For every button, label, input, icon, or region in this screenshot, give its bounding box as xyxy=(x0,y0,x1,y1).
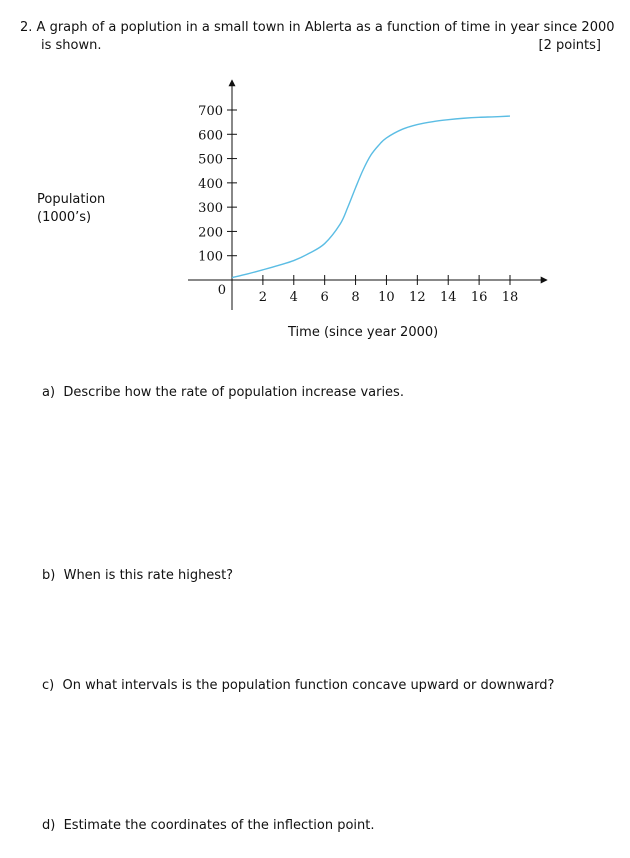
subquestion-c-text: On what intervals is the population function concave upward or downward? xyxy=(62,678,555,693)
x-axis-label: Time (since year 2000) xyxy=(288,325,439,340)
y-axis-label-line2: (1000’s) xyxy=(37,210,92,225)
x-tick-label: 12 xyxy=(409,290,426,305)
x-tick-label: 2 xyxy=(258,290,268,305)
x-tick-label: 16 xyxy=(470,290,488,305)
subquestion-d xyxy=(42,818,375,834)
y-ticks xyxy=(198,104,237,265)
y-tick-label: 700 xyxy=(198,104,223,119)
subquestion-b-text: When is this rate highest? xyxy=(63,568,234,583)
y-tick-label: 300 xyxy=(198,201,223,217)
population-curve xyxy=(232,116,510,278)
subquestion-d-label: d) xyxy=(42,818,56,833)
y-tick-label: 500 xyxy=(198,152,223,168)
question-number: 2. xyxy=(20,20,33,35)
subquestion-a-label: a) xyxy=(42,385,56,400)
subquestion-a-text: Describe how the rate of population increase varies. xyxy=(63,385,404,400)
y-axis-label-line1: Population xyxy=(37,192,106,207)
y-tick-label: 100 xyxy=(198,249,223,265)
question-points: [2 points] xyxy=(538,38,601,53)
question-text-line1: A graph of a poplution in a small town in Ablerta as a function of time in year since 2000 xyxy=(36,20,615,35)
subquestion-c-label: c) xyxy=(42,678,55,693)
origin-label: 0 xyxy=(217,283,226,298)
x-tick-label: 6 xyxy=(320,290,329,305)
subquestion-b-label: b) xyxy=(42,568,56,583)
y-tick-label: 600 xyxy=(198,128,223,144)
subquestion-c xyxy=(42,678,554,694)
question-text-line2: is shown. xyxy=(41,38,102,53)
x-tick-label: 8 xyxy=(351,290,360,305)
subquestion-b xyxy=(42,568,233,584)
x-tick-label: 14 xyxy=(439,290,457,305)
x-tick-label: 4 xyxy=(289,290,298,305)
subquestion-a xyxy=(42,385,404,401)
y-tick-label: 200 xyxy=(198,225,223,241)
x-tick-label: 10 xyxy=(378,290,395,305)
subquestion-d-text: Estimate the coordinates of the inflection point. xyxy=(63,818,375,833)
x-tick-label: 18 xyxy=(501,290,519,305)
y-tick-label: 400 xyxy=(198,176,223,192)
